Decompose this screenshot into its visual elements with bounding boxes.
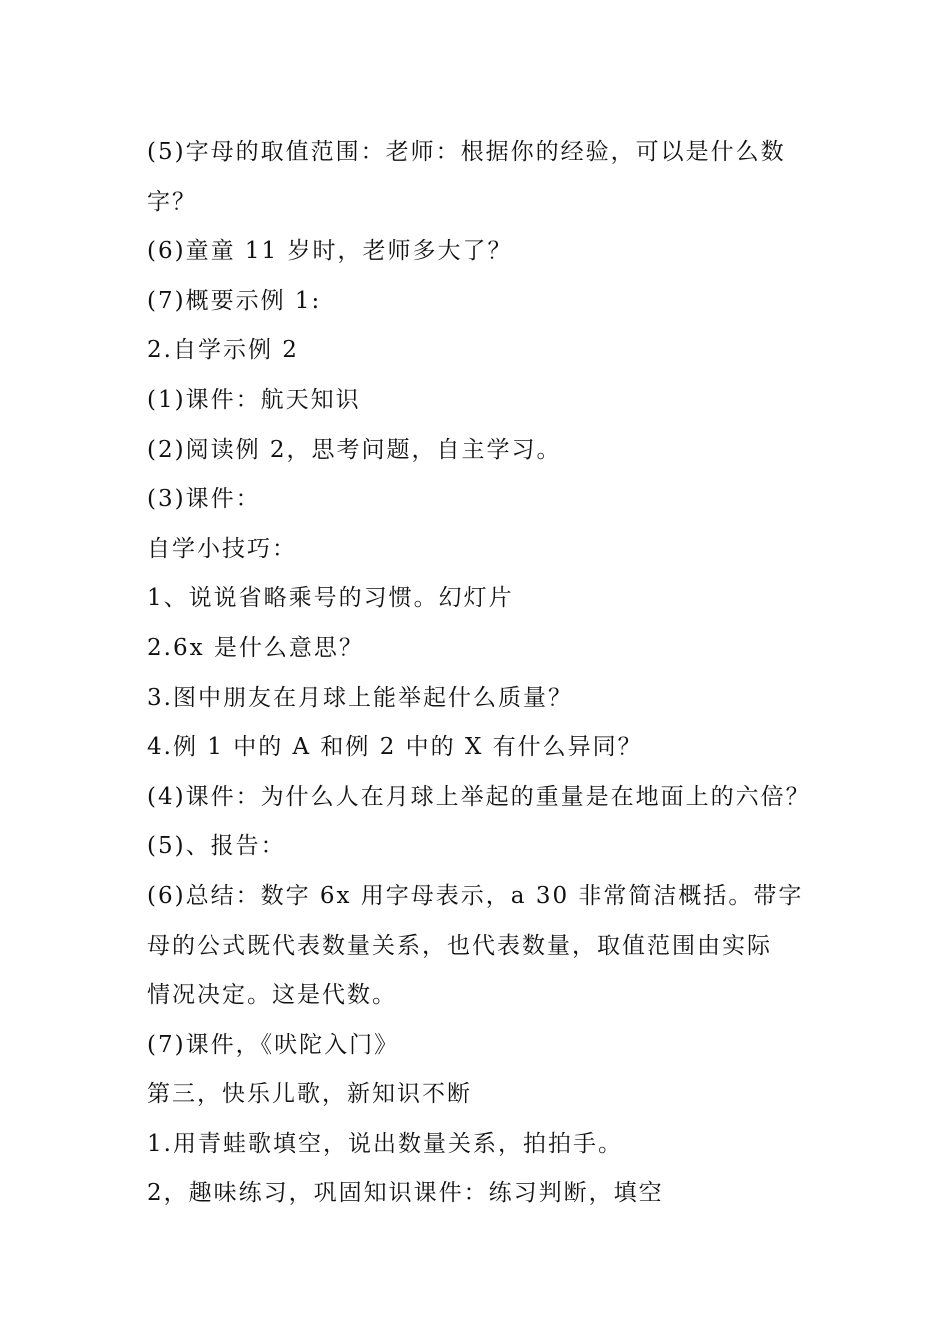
text-line: (6)总结：数字 6x 用字母表示，a 30 非常简洁概括。带字 (147, 882, 804, 909)
text-line: 1、说说省略乘号的习惯。幻灯片 (147, 585, 514, 612)
text-line: 1.用青蛙歌填空，说出数量关系，拍拍手。 (147, 1130, 623, 1157)
text-line: 3.图中朋友在月球上能举起什么质量？ (147, 684, 573, 711)
text-line: 自学小技巧： (147, 535, 297, 562)
text-line: (5)、报告： (147, 833, 286, 860)
text-line: (4)课件：为什么人在月球上举起的重量是在地面上的六倍？ (147, 783, 811, 810)
text-line: (5)字母的取值范围：老师：根据你的经验，可以是什么数 (147, 139, 786, 165)
text-line: 2.6x 是什么意思？ (147, 634, 364, 661)
text-line: (3)课件： (147, 486, 261, 513)
text-line: (2)阅读例 2，思考问题，自主学习。 (147, 436, 562, 463)
text-line: 情况决定。这是代数。 (147, 982, 397, 1009)
text-line: 母的公式既代表数量关系，也代表数量，取值范围由实际 (147, 932, 772, 959)
text-line: (1)课件：航天知识 (147, 386, 361, 413)
document-body (147, 128, 812, 1219)
text-line: (6)童童 11 岁时，老师多大了？ (147, 238, 513, 265)
text-line: 2，趣味练习，巩固知识课件：练习判断，填空 (147, 1180, 664, 1207)
text-line: (7)课件，《吠陀入门》 (147, 1031, 400, 1058)
text-line: (7)概要示例 1: (147, 287, 322, 314)
text-line: 第三，快乐儿歌，新知识不断 (147, 1081, 472, 1108)
text-line: 4.例 1 中的 A 和例 2 中的 X 有什么异同？ (147, 734, 643, 761)
text-line: 2.自学示例 2 (147, 337, 299, 364)
text-line: 字？ (147, 188, 197, 215)
